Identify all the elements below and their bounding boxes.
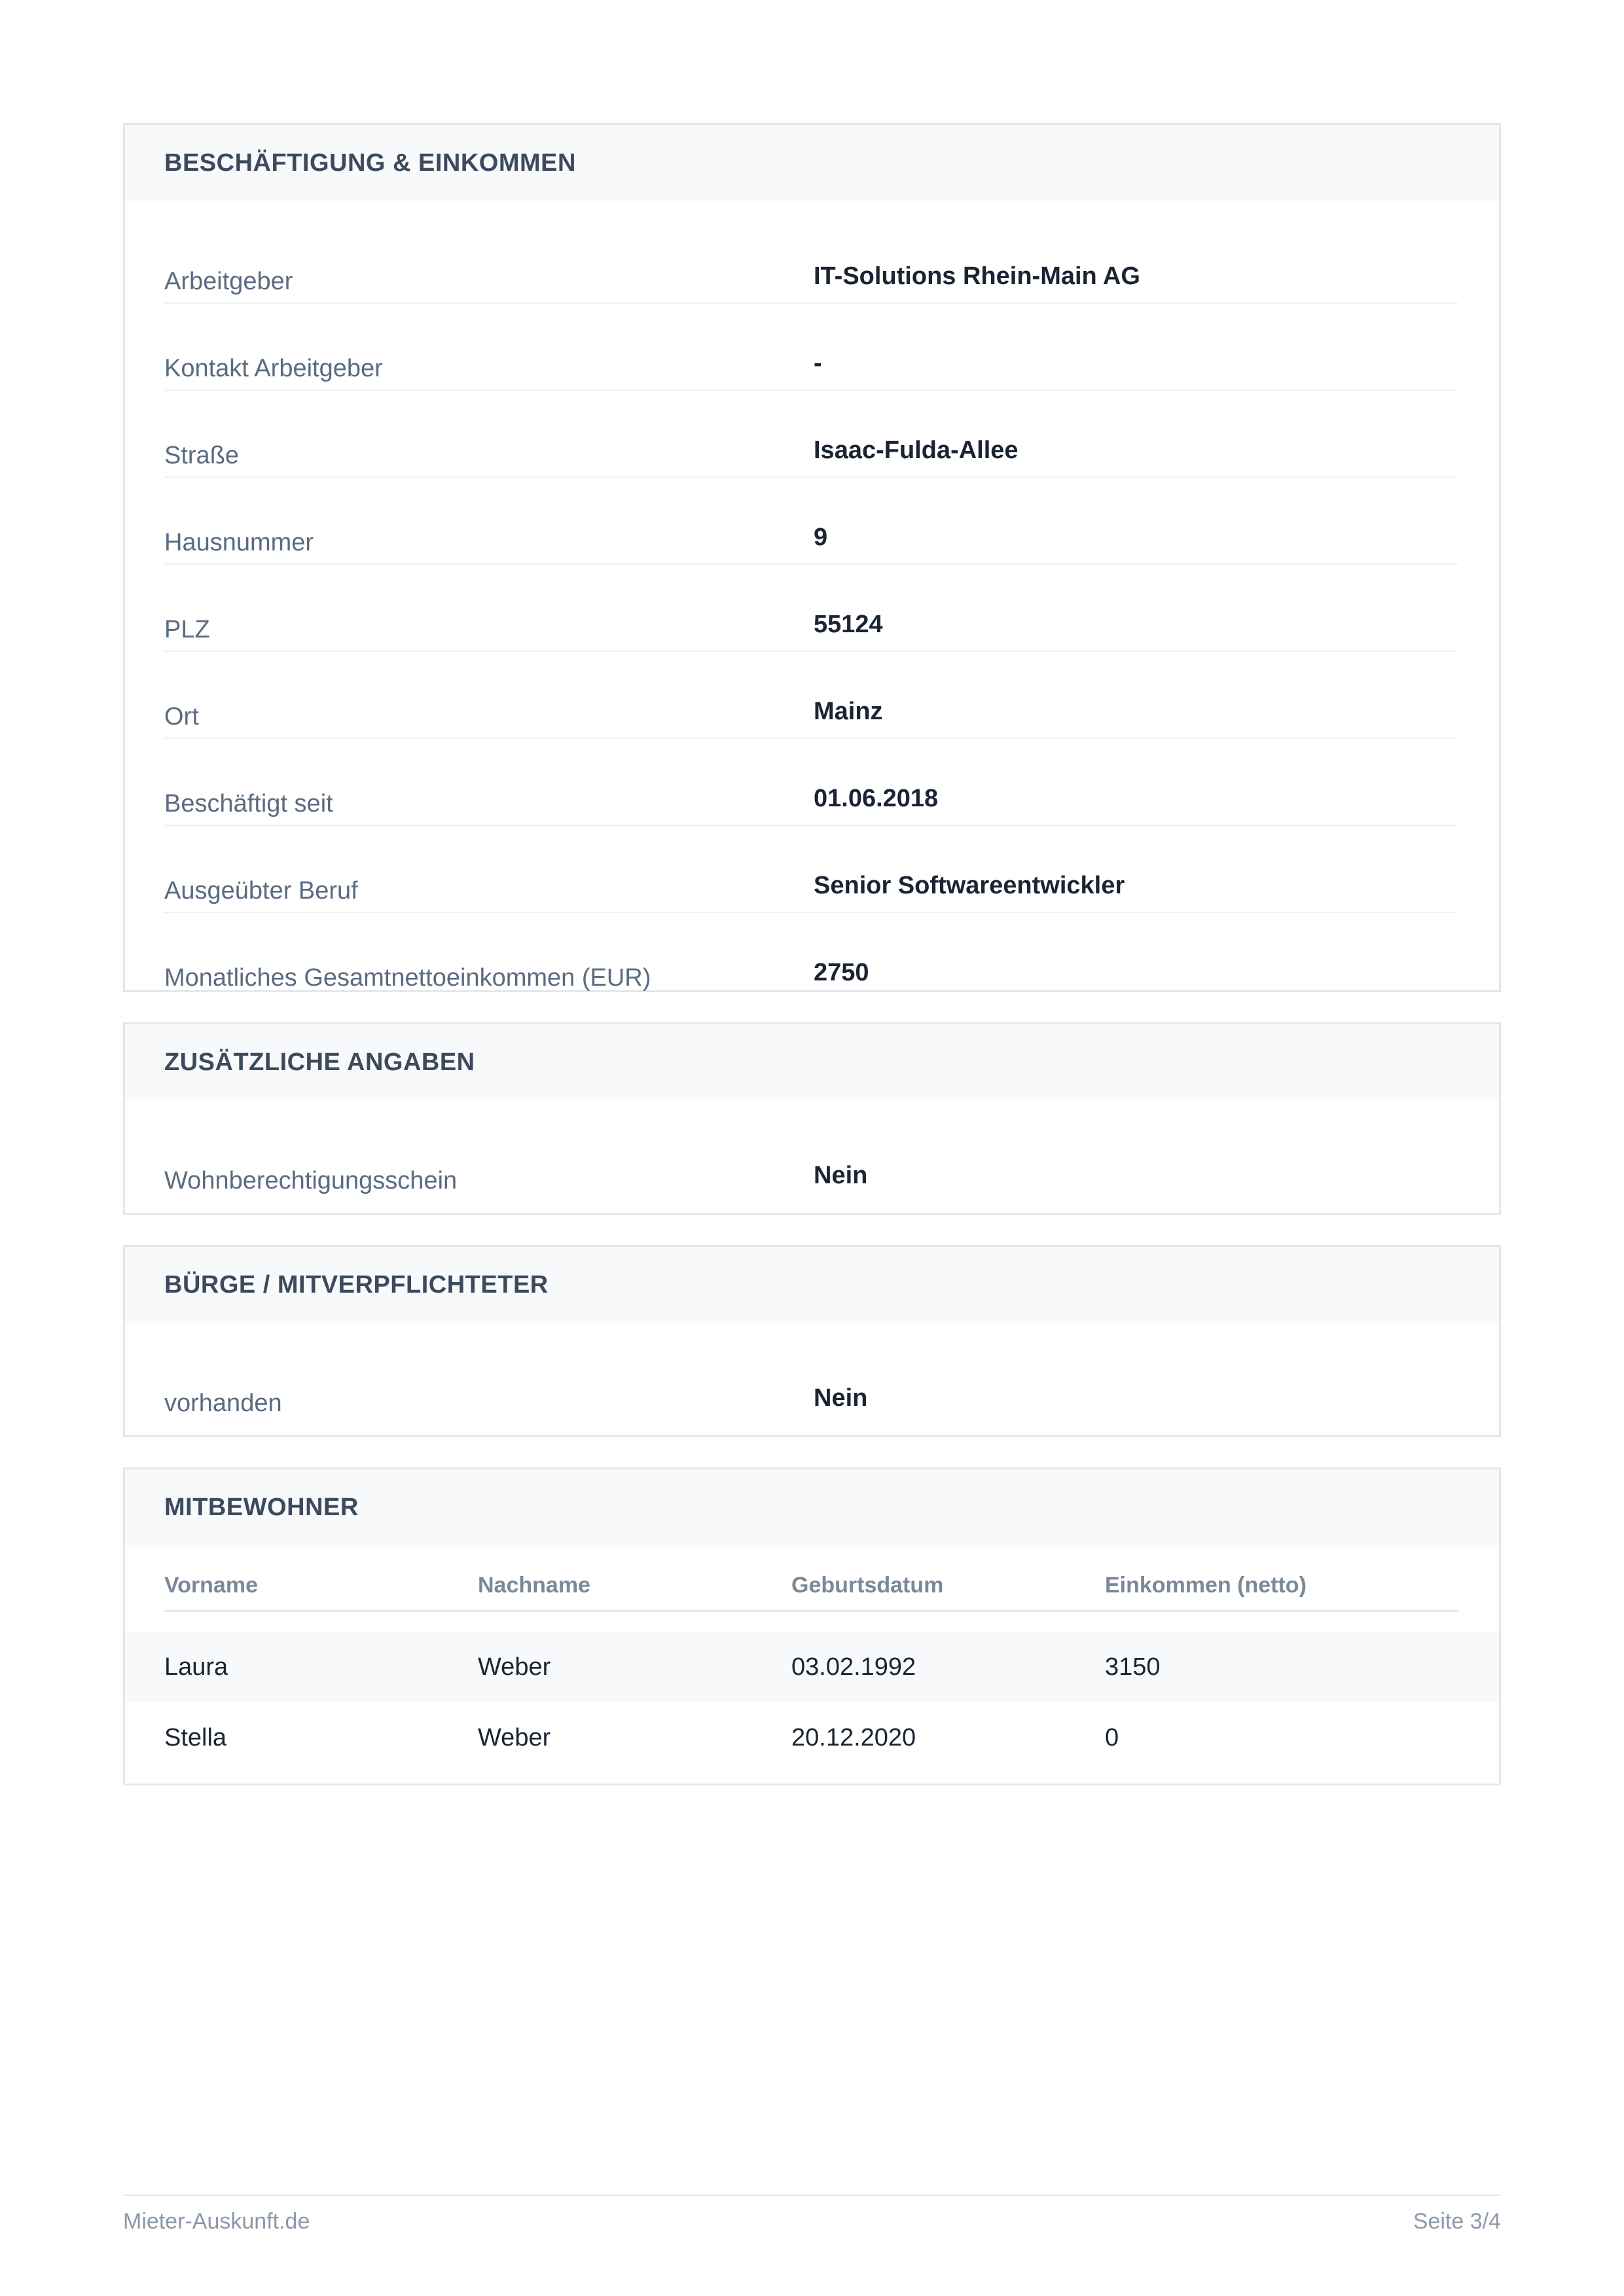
house-number-row (164, 478, 1458, 565)
column-header-birth-date: Geburtsdatum (791, 1573, 944, 1598)
guarantor-title: BÜRGE / MITVERPFLICHTETER (164, 1270, 549, 1299)
employment-details (125, 201, 1499, 990)
table-row (125, 1702, 1499, 1773)
field-value: 55124 (814, 611, 883, 638)
column-header-last-name: Nachname (478, 1573, 590, 1598)
cell-net-income: 3150 (1105, 1653, 1161, 1681)
employer-row (164, 217, 1458, 304)
field-label: Hausnummer (164, 529, 314, 556)
net-income-row (164, 913, 1458, 990)
employer-contact-row (164, 304, 1458, 391)
field-label: Kontakt Arbeitgeber (164, 355, 383, 382)
additional-info-title: ZUSÄTZLICHE ANGABEN (164, 1048, 475, 1076)
field-label: Wohnberechtigungsschein (164, 1167, 458, 1194)
table-spacer (125, 1773, 1499, 1784)
field-label: Beschäftigt seit (164, 790, 333, 817)
field-label: Monatliches Gesamtnettoeinkommen (EUR) (164, 964, 651, 992)
housing-permit-row (164, 1116, 1458, 1213)
column-header-first-name: Vorname (164, 1573, 258, 1598)
field-value: IT-Solutions Rhein-Main AG (814, 262, 1140, 290)
employment-header (125, 125, 1499, 201)
field-label: vorhanden (164, 1390, 282, 1417)
footer-site-name: Mieter-Auskunft.de (123, 2209, 310, 2234)
cohabitants-section (123, 1467, 1501, 1785)
guarantor-header (125, 1247, 1499, 1323)
additional-info-section (123, 1022, 1501, 1215)
postal-code-row (164, 565, 1458, 652)
additional-info-header (125, 1024, 1499, 1100)
additional-info-details (125, 1100, 1499, 1213)
field-value: Nein (814, 1162, 868, 1189)
column-header-net-income: Einkommen (netto) (1105, 1573, 1307, 1598)
cell-last-name: Weber (478, 1653, 551, 1681)
field-value: Nein (814, 1384, 868, 1412)
guarantor-section (123, 1245, 1501, 1437)
field-value: 01.06.2018 (814, 785, 939, 812)
field-value: Isaac-Fulda-Allee (814, 437, 1019, 464)
cohabitants-table (125, 1545, 1499, 1784)
table-header-row (164, 1545, 1458, 1612)
field-value: 2750 (814, 959, 869, 986)
page-number: Seite 3/4 (1413, 2209, 1501, 2234)
field-value: Senior Softwareentwickler (814, 872, 1125, 899)
cell-last-name: Weber (478, 1723, 551, 1751)
field-value: Mainz (814, 698, 883, 725)
table-row (125, 1632, 1499, 1702)
employment-title: BESCHÄFTIGUNG & EINKOMMEN (164, 149, 576, 177)
employed-since-row (164, 739, 1458, 826)
field-label: Ort (164, 703, 199, 730)
field-value: - (814, 350, 822, 377)
report-page (123, 123, 1501, 1816)
cohabitants-header (125, 1469, 1499, 1545)
city-row (164, 652, 1458, 739)
guarantor-present-row (164, 1338, 1458, 1435)
cell-birth-date: 20.12.2020 (791, 1723, 916, 1751)
field-value: 9 (814, 524, 828, 551)
field-label: PLZ (164, 616, 210, 643)
street-row (164, 391, 1458, 478)
field-label: Ausgeübter Beruf (164, 877, 358, 905)
cell-first-name: Laura (164, 1653, 228, 1681)
occupation-row (164, 826, 1458, 913)
guarantor-details (125, 1323, 1499, 1435)
cell-birth-date: 03.02.1992 (791, 1653, 916, 1681)
employment-section (123, 123, 1501, 992)
cell-net-income: 0 (1105, 1723, 1119, 1751)
cohabitants-title: MITBEWOHNER (164, 1493, 359, 1521)
page-footer (123, 2195, 1501, 2234)
field-label: Arbeitgeber (164, 268, 293, 295)
field-label: Straße (164, 442, 240, 469)
cell-first-name: Stella (164, 1723, 227, 1751)
